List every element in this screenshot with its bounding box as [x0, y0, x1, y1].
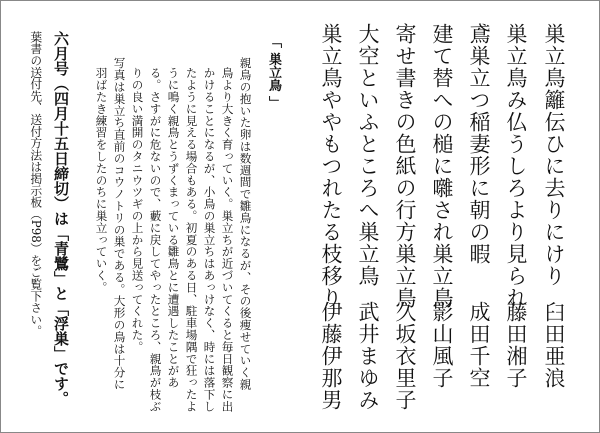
commentary-line: る。さすがに危ないので、藪に戻してやったところ、親鳥が枝ぶ [148, 67, 163, 413]
commentary-line: 羽ばたき練習をしたのちに巣立っていく。 [94, 67, 109, 294]
commentary-title: 「 巣立鳥 」 [266, 35, 281, 110]
haiku-text: 巣立鳥ややもつれたる枝移り [319, 23, 343, 309]
haiku-text: 大空といふところへ巣立鳥 [356, 23, 380, 287]
haiku-author: 伊藤伊那男 [319, 301, 343, 411]
commentary-line: 写真は巣立ち直前のコウノトリの巣である。大形の鳥は十分に [112, 57, 127, 391]
mailing-notice: 葉書の送付先、送付方法は掲示板（P98）をご覧下さい。 [28, 31, 43, 338]
commentary-line: うに鳴く親鳥とうずくまっている雛鳥とに遭遇したことがあ [166, 67, 181, 389]
haiku-author: 臼田亜浪 [542, 301, 566, 389]
haiku-author: 久坂衣里子 [393, 301, 417, 411]
commentary-line: かけることになるが、小鳥の巣立ちはあっけなく、時には落下し [202, 67, 217, 413]
commentary-line: 鳥より大きく育っていく。巣立ちが近づいてくると毎日観察に出 [220, 67, 235, 413]
haiku-author: 成田千空 [467, 301, 491, 389]
commentary-line: りの良い満開のタニウツギの上から見送ってくれた。 [130, 67, 145, 353]
haiku-text: 巣立鳥み仏うしろより見られ [504, 23, 528, 309]
haiku-text: 鳶巣立つ稲妻形に朝の暇 [467, 23, 491, 265]
haiku-text: 建て替への槌に囃され巣立鳥 [430, 23, 454, 309]
haiku-text: 寄せ書きの色紙の行方巣立鳥 [393, 23, 417, 309]
haiku-author: 影山風子 [430, 301, 454, 389]
submission-notice: 六月号（四月十五日締切）は「青鷺」と「浮巣」です。 [52, 31, 70, 406]
commentary-line: たように見える場合もある。初夏のある日、駐車場隅で狂ったよ [184, 67, 199, 413]
haiku-author: 武井まゆみ [356, 301, 380, 411]
commentary-line: 親鳥の抱いた卵は数週間で雛鳥になるが、その後痩せていく親 [238, 57, 253, 391]
haiku-author: 藤田湘子 [504, 301, 528, 389]
haiku-text: 巣立鳥籬伝ひに去りにけり [542, 23, 566, 287]
